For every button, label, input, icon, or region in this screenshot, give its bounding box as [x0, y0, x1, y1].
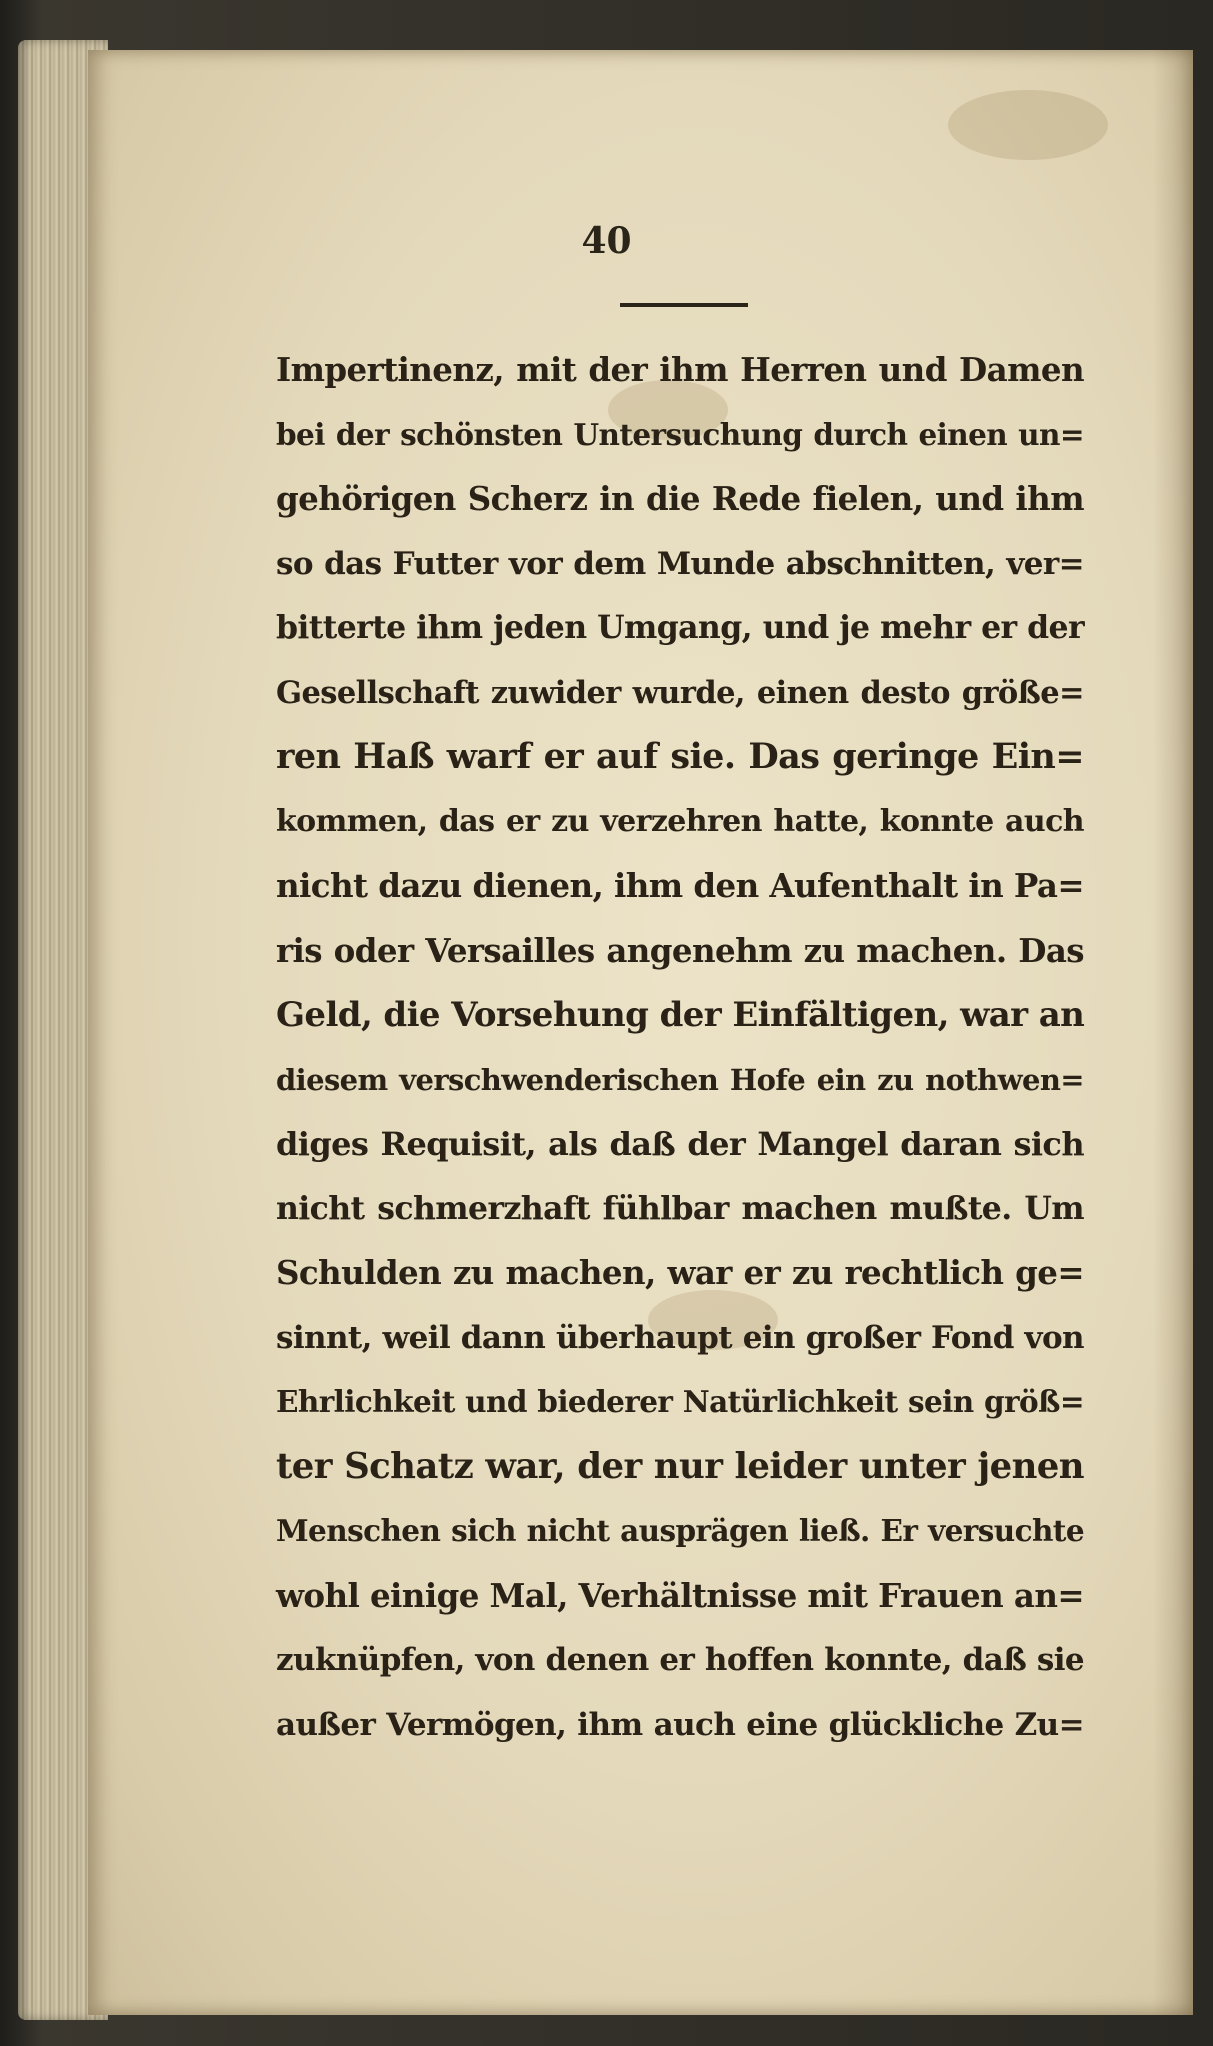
text-line: Gesellschaft zuwider wurde, einen desto größe=	[276, 674, 1084, 711]
page-number: 40	[581, 220, 632, 262]
paper-stain	[948, 90, 1108, 160]
text-line: Schulden zu machen, war er zu rechtlich ge=	[276, 1253, 1084, 1292]
text-line: ter Schatz war, der nur leider unter jenen	[276, 1445, 1084, 1487]
text-line: ren Haß warf er auf sie. Das geringe Ein=	[276, 736, 1084, 777]
text-line: zuknüpfen, von denen er hoffen konnte, daß sie	[276, 1642, 1084, 1678]
text-line: sinnt, weil dann überhaupt ein großer Fond von	[276, 1319, 1084, 1356]
text-line: diesem verschwenderischen Hofe ein zu nothwen=	[276, 1062, 1084, 1097]
text-line: Geld, die Vorsehung der Einfältigen, war an	[276, 995, 1085, 1035]
header-rule	[620, 303, 748, 307]
text-line: Impertinenz, mit der ihm Herren und Damen	[276, 350, 1084, 389]
text-line: so das Futter vor dem Munde abschnitten, ver=	[276, 545, 1084, 582]
text-line: außer Vermögen, ihm auch eine glückliche Zu=	[276, 1706, 1084, 1743]
text-line: Menschen sich nicht ausprägen ließ. Er versuchte	[276, 1513, 1084, 1548]
text-line: diges Requisit, als daß der Mangel daran sich	[276, 1125, 1084, 1163]
text-line: bitterte ihm jeden Umgang, und je mehr er der	[276, 609, 1084, 646]
text-line: kommen, das er zu verzehren hatte, konnte auch	[276, 803, 1084, 839]
text-line: wohl einige Mal, Verhältnisse mit Frauen an=	[276, 1575, 1084, 1615]
text-line: nicht dazu dienen, ihm den Aufenthalt in Pa=	[276, 866, 1084, 905]
text-line: bei der schönsten Untersuchung durch einen un=	[276, 416, 1084, 452]
text-line: Ehrlichkeit und biederer Natürlichkeit sein größ=	[276, 1384, 1084, 1419]
text-line: ris oder Versailles angenehm zu machen. Das	[276, 930, 1084, 970]
body-text	[276, 338, 1084, 1757]
text-line: gehörigen Scherz in die Rede fielen, und ihm	[276, 479, 1084, 518]
text-line: nicht schmerzhaft fühlbar machen mußte. Um	[276, 1189, 1084, 1227]
